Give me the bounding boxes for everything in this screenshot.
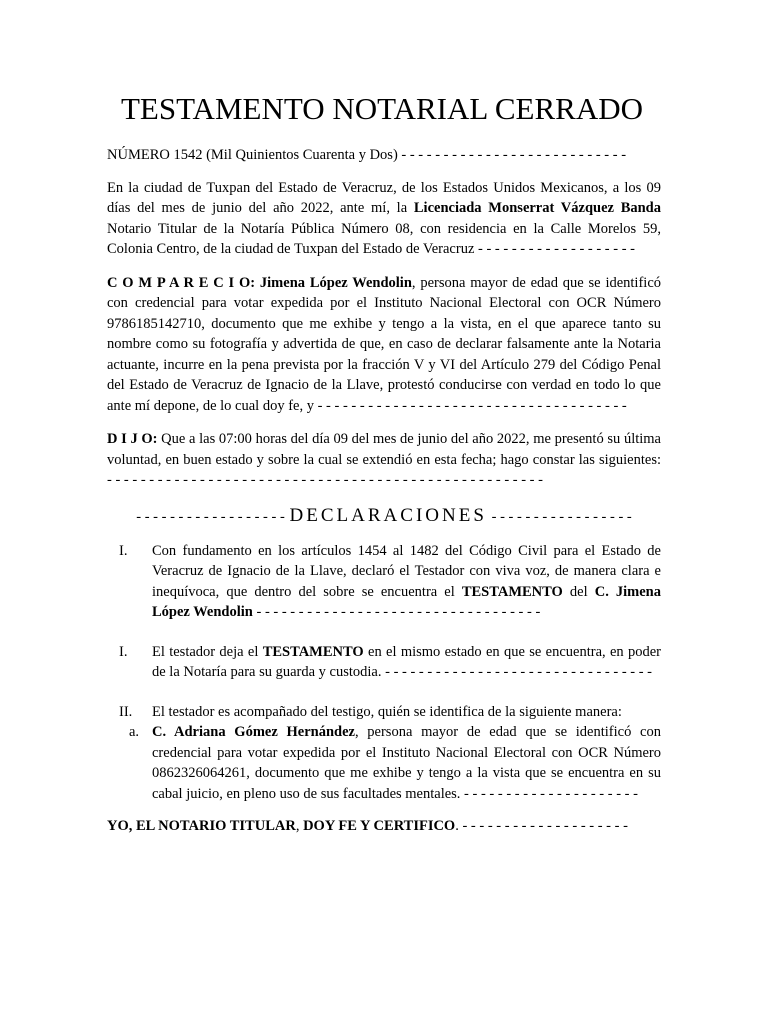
witness-marker: a. <box>129 724 140 740</box>
comparecio-paragraph <box>107 273 661 417</box>
declaracion-text-b: del <box>562 583 595 600</box>
declaracion-item <box>107 702 661 723</box>
intro-text-b: Notario Titular de la Notaría Pública Número 08, con residencia en la Calle Morelos 59, Colonia Centro, de la ciudad de Tuxpan del Estado de Veracruz - - - - - - - - - - - - - - - - - - - <box>107 220 661 257</box>
intro-paragraph <box>107 178 661 260</box>
certification-bold-b: DOY FE Y CERTIFICO <box>303 818 456 834</box>
intro-text-a: En la ciudad de Tuxpan del Estado de Veracruz, de los Estados Unidos Mexicanos, a los 09 días del mes de junio del año 2022, ante mí, la <box>107 179 661 216</box>
testator-name: Jimena López Wendolin <box>259 274 412 291</box>
heading-dashes-left: - - - - - - - - - - - - - - - - - - <box>136 508 285 525</box>
certification-bold-a: YO, EL NOTARIO TITULAR <box>107 818 296 834</box>
dijo-paragraph <box>107 429 661 491</box>
declaracion-text-a: Con fundamento en los artículos 1454 al 1482 del Código Civil para el Estado de Veracruz de Ignacio de la Llave, declaró el Testador con viva voz, de manera clara e inequívoca, que dentro del sobre se encuentra el <box>152 542 661 600</box>
document-body <box>107 89 661 837</box>
declaracion-item <box>107 642 661 683</box>
declaracion-text-a: El testador es acompañado del testigo, quién se identifica de la siguiente manera: <box>152 703 622 720</box>
declaracion-marker: II. <box>119 703 133 720</box>
comparecio-text: , persona mayor de edad que se identificó con credencial para votar expedida por el Instituto Nacional Electoral con OCR Número 9786185142710, documento que me exhibe y tengo a la vista, en el que aparece tanto su nombre como su fotografía y advertida de que, en caso de declarar falsamente ante la Notaria actuante, incurre en la pena prevista por la fracción V y VI del Artículo 279 del Código Penal del Estado de Veracruz de Ignacio de la Llave, protestó conducirse con verdad en todo lo que ante mí depone, de lo cual doy fe, y - - - - - - - - - - - - - - - - - - - - - - - - - - - - - - - - - - - - - <box>107 274 662 414</box>
notary-name: Licenciada Monserrat Vázquez Banda <box>413 200 661 216</box>
heading-word: DECLARACIONES <box>289 504 487 526</box>
witness-text: , persona mayor de edad que se identificó con credencial para votar expedida por el Instituto Nacional Electoral con OCR Número 0862326064261, documento que me exhibe y tengo a la vista que se encuentra en su cabal juicio, en pleno uso de sus facultades mentales. - - - - - - - - - - - - - - - - - - - - - <box>152 724 661 802</box>
declaracion-bold-1: TESTAMENTO <box>262 643 364 660</box>
witness-item <box>107 722 661 804</box>
certification-sep: , <box>295 818 304 834</box>
witness-name: C. Adriana Gómez Hernández <box>152 724 355 740</box>
dijo-label: D I J O: <box>107 431 158 447</box>
document-title: TESTAMENTO NOTARIAL CERRADO <box>120 91 644 126</box>
declaracion-bold-1: TESTAMENTO <box>461 583 563 600</box>
declaracion-text-b: en el mismo estado en que se encuentra, en poder de la Notaría para su guarda y custodia. - - - - - - - - - - - - - - - - - - - - - - - - - - - - - - - - <box>152 643 661 680</box>
deed-number: NÚMERO 1542 (Mil Quinientos Cuarenta y Dos) - - - - - - - - - - - - - - - - - - - - - - - - - - - <box>107 147 627 163</box>
declaraciones-heading <box>107 504 661 529</box>
declaracion-bold-2: C. Jimena López Wendolin <box>152 583 661 620</box>
declaracion-text-c: - - - - - - - - - - - - - - - - - - - - - - - - - - - - - - - - - - <box>252 604 541 620</box>
declaracion-text-a: El testador deja el <box>152 643 263 660</box>
certification-text: . - - - - - - - - - - - - - - - - - - - - <box>455 818 628 834</box>
declaracion-item <box>107 541 661 623</box>
declaracion-marker: I. <box>119 643 128 660</box>
heading-dashes-right: - - - - - - - - - - - - - - - - - <box>491 508 632 525</box>
comparecio-label: C O M P A R E C I O: <box>107 274 256 291</box>
certification-line <box>107 816 661 837</box>
declaracion-marker: I. <box>119 542 128 559</box>
dijo-text: Que a las 07:00 horas del día 09 del mes de junio del año 2022, me presentó su última voluntad, en buen estado y sobre la cual se extendió en esta fecha; hago constar las siguientes: - - - - - - - - - - - - - - - - - - - - - - - - - - - - - - - - - - - - - - - - - - - - - - - - - - - - <box>107 431 661 488</box>
